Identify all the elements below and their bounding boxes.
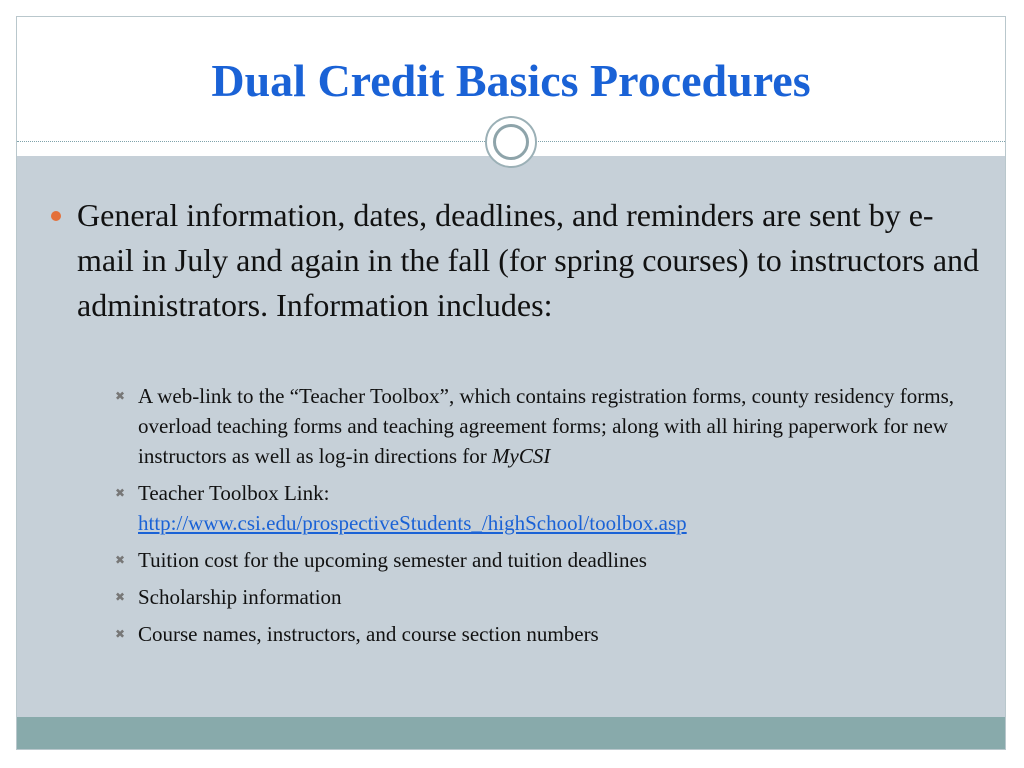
x-mark-bullet-icon: ✖ (115, 553, 126, 567)
x-mark-bullet-icon: ✖ (115, 627, 126, 641)
sub-bullet-tuition (115, 545, 995, 575)
x-mark-bullet-icon: ✖ (115, 486, 126, 500)
x-mark-bullet-icon: ✖ (115, 590, 126, 604)
slide-title: Dual Credit Basics Procedures (211, 55, 811, 106)
main-bullet (51, 193, 981, 328)
x-mark-bullet-icon: ✖ (115, 389, 126, 403)
slide (16, 16, 1006, 750)
sub-bullet-list (115, 381, 995, 656)
orange-dot-bullet-icon (51, 211, 61, 221)
teacher-toolbox-link[interactable]: http://www.csi.edu/prospectiveStudents_/highSchool/toolbox.asp (138, 511, 687, 535)
sub-bullet-toolbox-link (115, 478, 995, 538)
sub-bullet-text: Scholarship information (138, 585, 342, 609)
main-bullet-text: General information, dates, deadlines, and reminders are sent by e-mail in July and again in the fall (for spring courses) to instructors and administrators. Information includes: (77, 197, 980, 323)
sub-bullet-courses (115, 619, 995, 649)
sub-bullet-text: A web-link to the “Teacher Toolbox”, which contains registration forms, county residency forms, overload teaching forms and teaching agreement forms; along with all hiring paperwork for new instructors as well as log-in directions for (138, 384, 955, 468)
footer-band (17, 717, 1005, 750)
sub-bullet-text: Teacher Toolbox Link: (138, 481, 330, 505)
sub-bullet-text: Course names, instructors, and course section numbers (138, 622, 599, 646)
sub-bullet-toolbox (115, 381, 995, 471)
sub-bullet-text: Tuition cost for the upcoming semester and tuition deadlines (138, 548, 647, 572)
sub-bullet-scholarship (115, 582, 995, 612)
mycsi-emphasis: MyCSI (492, 444, 551, 468)
ring-ornament-icon (485, 116, 537, 168)
